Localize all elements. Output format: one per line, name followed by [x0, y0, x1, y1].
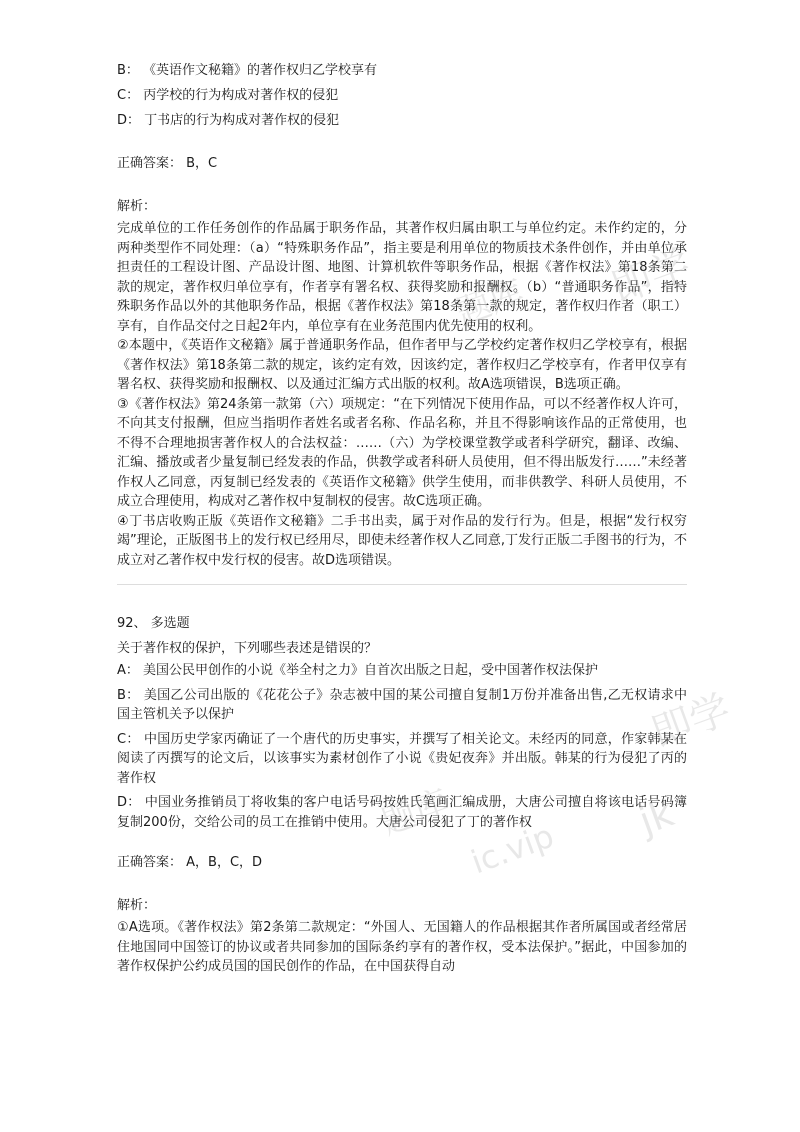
analysis-paragraph-4: ④丁书店收购正版《英语作文秘籍》二手书出卖，属于对作品的发行行为。但是，根据“发行权穷竭”理论，正版图书上的发行权已经用尽，即使未经著作权人乙同意,丁发行正版二手图书的行为，不成立对乙著作权中发行权的侵害。故D选项错误。 — [117, 513, 687, 568]
option-c: C： 丙学校的行为构成对著作权的侵犯 — [117, 88, 339, 103]
analysis-paragraph-3: ③《著作权法》第24条第一款第（六）项规定：“在下列情况下使用作品，可以不经著作权人许可，不向其支付报酬，但应当指明作者姓名或者名称、作品名称，并且不得影响该作品的正常使用，也不得不合理地损害著作权人的合法权益：……（六）为学校课堂教学或者科学研究，翻译、改编、汇编、播放或者少量复制已经发表的作品，供教学或者科研人员使用，但不得出版发行……”未经著作权人乙同意，丙复制已经发表的《英语作文秘籍》供学生使用，而非供教学、科研人员使用，不成立合理使用，构成对乙著作权中复制权的侵害。故C选项正确。 — [117, 396, 687, 509]
analysis-paragraph-1: 完成单位的工作任务创作的作品属于职务作品，其著作权归属由职工与单位约定。未作约定的，分两种类型作不同处理：（a）“特殊职务作品”，指主要是利用单位的物质技术条件创作，并由单位承担责任的工程设计图、产品设计图、地图、计算机软件等职务作品，根据《著作权法》第18条第二款的规定，著作权归单位享有，作者享有署名权、获得奖励和报酬权。（b）“普通职务作品”，指特殊职务作品以外的其他职务作品，根据《著作权法》第18条第一款的规定，著作权归作者（职工）享有，自作品交付之日起2年内，单位享有在业务范围内优先使用的权利。 — [117, 221, 687, 334]
analysis-label: 解析： — [117, 199, 157, 214]
watermark-text: 题库 — [376, 782, 454, 844]
question-header: 92、 多选题 — [117, 616, 190, 631]
question-stem: 关于著作权的保护，下列哪些表述是错误的？ — [117, 641, 378, 656]
option-d: D： 中国业务推销员丁将收集的客户电话号码按姓氏笔画汇编成册，大唐公司擅自将该电话号码簿复制200份，交给公司的员工在推销中使用。大唐公司侵犯了丁的著作权 — [117, 795, 687, 830]
option-d: D： 丁书店的行为构成对著作权的侵犯 — [117, 113, 340, 128]
correct-answer: 正确答案： B，C — [117, 156, 218, 171]
analysis-paragraph-2: ②本题中，《英语作文秘籍》属于普通职务作品，但作者甲与乙学校约定著作权归乙学校享有，根据《著作权法》第18条第二款的规定，该约定有效，因该约定，著作权归乙学校享有，作者甲仅享有署名权、获得奖励和报酬权、以及通过汇编方式出版的权利。故A选项错误，B选项正确。 — [117, 338, 687, 392]
analysis-label: 解析： — [117, 898, 157, 913]
option-a: A： 美国公民甲创作的小说《举全村之力》自首次出版之日起，受中国著作权法保护 — [117, 663, 599, 678]
watermark-text: 即学 — [605, 241, 697, 313]
watermark-text: ic.vip — [466, 816, 559, 882]
analysis-paragraph-1: ①A选项。《著作权法》第2条第二款规定：“外国人、无国籍人的作品根据其作者所属国或者经常居住地国同中国签订的协议或者共同参加的国际条约享有的著作权，受本法保护。”据此，中国参加的著作权保护公约成员国的国民创作的作品，在中国获得自动 — [117, 920, 687, 974]
option-c: C： 中国历史学家丙确证了一个唐代的历史事实，并撰写了相关论文。未经丙的同意，作家韩某在阅读了丙撰写的论文后，以该事实为素材创作了小说《贵妃夜奔》并出版。韩某的行为侵犯了丙的著作权 — [117, 731, 687, 786]
option-b: B： 《英语作文秘籍》的著作权归乙学校享有 — [117, 63, 378, 78]
correct-answer: 正确答案： A，B，C，D — [117, 855, 263, 870]
document-page — [117, 58, 687, 977]
watermark-text: 题库 — [451, 272, 529, 334]
watermark-text: jk — [633, 790, 680, 844]
watermark-text: 即学 — [645, 686, 737, 758]
option-b: B： 美国乙公司出版的《花花公子》杂志被中国的某公司擅自复制1万份并准备出售,乙无权请求中国主管机关予以保护 — [117, 687, 687, 722]
